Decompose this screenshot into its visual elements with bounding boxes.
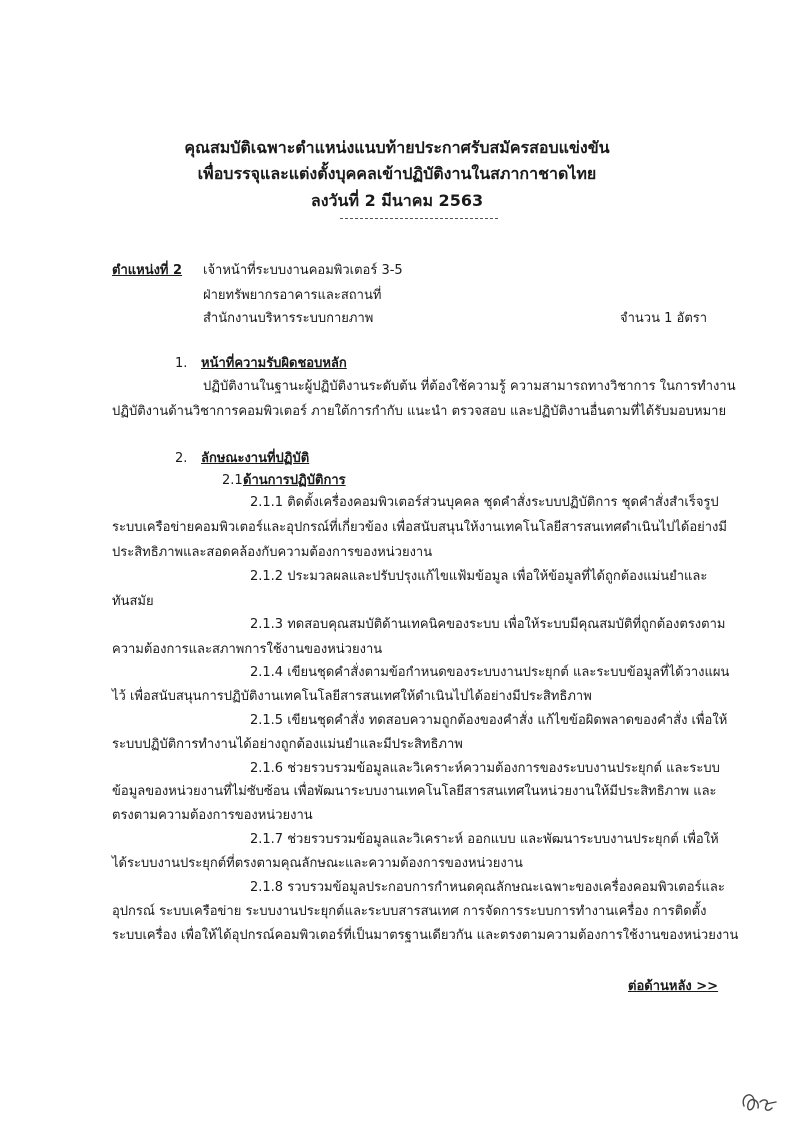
signature-mark	[738, 1082, 782, 1120]
item-2-1-8-first-line: 2.1.8 รวบรวมข้อมูลประกอบการกำหนดคุณลักษณะเฉพาะของเครื่องคอมพิวเตอร์และ	[250, 880, 725, 895]
item-2-1-6-first-line: 2.1.6 ช่วยรวบรวมข้อมูลและวิเคราะห์ความต้องการของระบบงานประยุกต์ และระบบ	[250, 761, 720, 776]
item-2-1-2-line: ทันสมัย	[112, 594, 154, 609]
position-division: ฝ่ายทรัพยากรอาคารและสถานที่	[203, 288, 382, 303]
doc-title-line-3: ลงวันที่ 2 มีนาคม 2563	[310, 191, 484, 210]
section-2-heading: ลักษณะงานที่ปฏิบัติ	[201, 451, 310, 466]
item-2-1-1-line: ประสิทธิภาพและสอดคล้องกับความต้องการของหน่วยงาน	[112, 545, 433, 560]
item-2-1-1-first-line: 2.1.1 ติดตั้งเครื่องคอมพิวเตอร์ส่วนบุคคล ชุดคำสั่งระบบปฏิบัติการ ชุดคำสั่งสำเร็จรูป	[250, 495, 719, 510]
item-2-1-6-line: ข้อมูลของหน่วยงานที่ไม่ซับซ้อน เพื่อพัฒนาระบบงานเทคโนโลยีสารสนเทศในหน่วยงานให้มีประสิทธิภาพ และ	[112, 784, 717, 799]
item-2-1-3-first-line: 2.1.3 ทดสอบคุณสมบัติด้านเทคนิคของระบบ เพื่อให้ระบบมีคุณสมบัติที่ถูกต้องตรงตาม	[250, 617, 726, 632]
section-1-heading: หน้าที่ความรับผิดชอบหลัก	[201, 356, 347, 371]
item-2-1-6-line: ตรงตามความต้องการของหน่วยงาน	[112, 808, 313, 823]
item-2-1-2-first-line: 2.1.2 ประมวลผลและปรับปรุงแก้ไขแฟ้มข้อมูล เพื่อให้ข้อมูลที่ได้ถูกต้องแม่นยำและ	[250, 569, 708, 584]
section-1-line-1: ปฏิบัติงานในฐานะผู้ปฏิบัติงานระดับต้น ที่ต้องใช้ความรู้ ความสามารถทางวิชาการ ในการทำงาน	[203, 379, 736, 394]
continue-overleaf: ต่อด้านหลัง >>	[628, 979, 719, 994]
position-label: ตำแหน่งที่ 2	[112, 263, 183, 278]
item-2-1-7-first-line: 2.1.7 ช่วยรวบรวมข้อมูลและวิเคราะห์ ออกแบบ และพัฒนาระบบงานประยุกต์ เพื่อให้	[250, 832, 719, 847]
item-2-1-8-line: ระบบเครื่อง เพื่อให้ได้อุปกรณ์คอมพิวเตอร์ที่เป็นมาตรฐานเดียวกัน และตรงตามความต้องการใช้งานของหน่วยงาน	[112, 928, 739, 943]
item-2-1-5-first-line: 2.1.5 เขียนชุดคำสั่ง ทดสอบความถูกต้องของคำสั่ง แก้ไขข้อผิดพลาดของคำสั่ง เพื่อให้	[250, 713, 728, 728]
section-2-number: 2.	[175, 451, 188, 466]
doc-title-line-2: เพื่อบรรจุและแต่งตั้งบุคคลเข้าปฏิบัติงานในสภากาชาดไทย	[197, 164, 597, 183]
section-1-line-2: ปฏิบัติงานด้านวิชาการคอมพิวเตอร์ ภายใต้การกำกับ แนะนำ ตรวจสอบ และปฏิบัติงานอื่นตามที่ได้รับมอบหมาย	[112, 404, 727, 419]
subsection-2-1-number: 2.1	[222, 473, 243, 488]
item-2-1-4-line: ไว้ เพื่อสนับสนุนการปฏิบัติงานเทคโนโลยีสารสนเทศให้ดำเนินไปได้อย่างมีประสิทธิภาพ	[112, 689, 592, 704]
item-2-1-5-line: ระบบปฏิบัติการทำงานได้อย่างถูกต้องแม่นยำและมีประสิทธิภาพ	[112, 737, 463, 752]
item-2-1-1-line: ระบบเครือข่ายคอมพิวเตอร์และอุปกรณ์ที่เกี่ยวข้อง เพื่อสนับสนุนให้งานเทคโนโลยีสารสนเทศดำเนินไปได้อย่างมี	[112, 520, 727, 535]
item-2-1-3-line: ความต้องการและสภาพการใช้งานของหน่วยงาน	[112, 642, 383, 657]
position-office: สำนักงานบริหารระบบกายภาพ	[203, 311, 374, 326]
doc-title-line-1: คุณสมบัติเฉพาะตำแหน่งแนบท้ายประกาศรับสมัครสอบแข่งขัน	[184, 138, 610, 157]
position-count: จำนวน 1 อัตรา	[620, 311, 708, 326]
subsection-2-1-heading: ด้านการปฏิบัติการ	[243, 473, 346, 488]
position-title: เจ้าหน้าที่ระบบงานคอมพิวเตอร์ 3-5	[203, 263, 403, 278]
item-2-1-8-line: อุปกรณ์ ระบบเครือข่าย ระบบงานประยุกต์และระบบสารสนเทศ การจัดการระบบการทำงานเครื่อง การติดตั้ง	[112, 904, 707, 919]
item-2-1-4-first-line: 2.1.4 เขียนชุดคำสั่งตามข้อกำหนดของระบบงานประยุกต์ และระบบข้อมูลที่ได้วางแผน	[250, 665, 730, 680]
item-2-1-7-line: ได้ระบบงานประยุกต์ที่ตรงตามคุณลักษณะและความต้องการของหน่วยงาน	[112, 856, 523, 871]
title-separator	[340, 218, 498, 219]
section-1-number: 1.	[175, 356, 188, 371]
